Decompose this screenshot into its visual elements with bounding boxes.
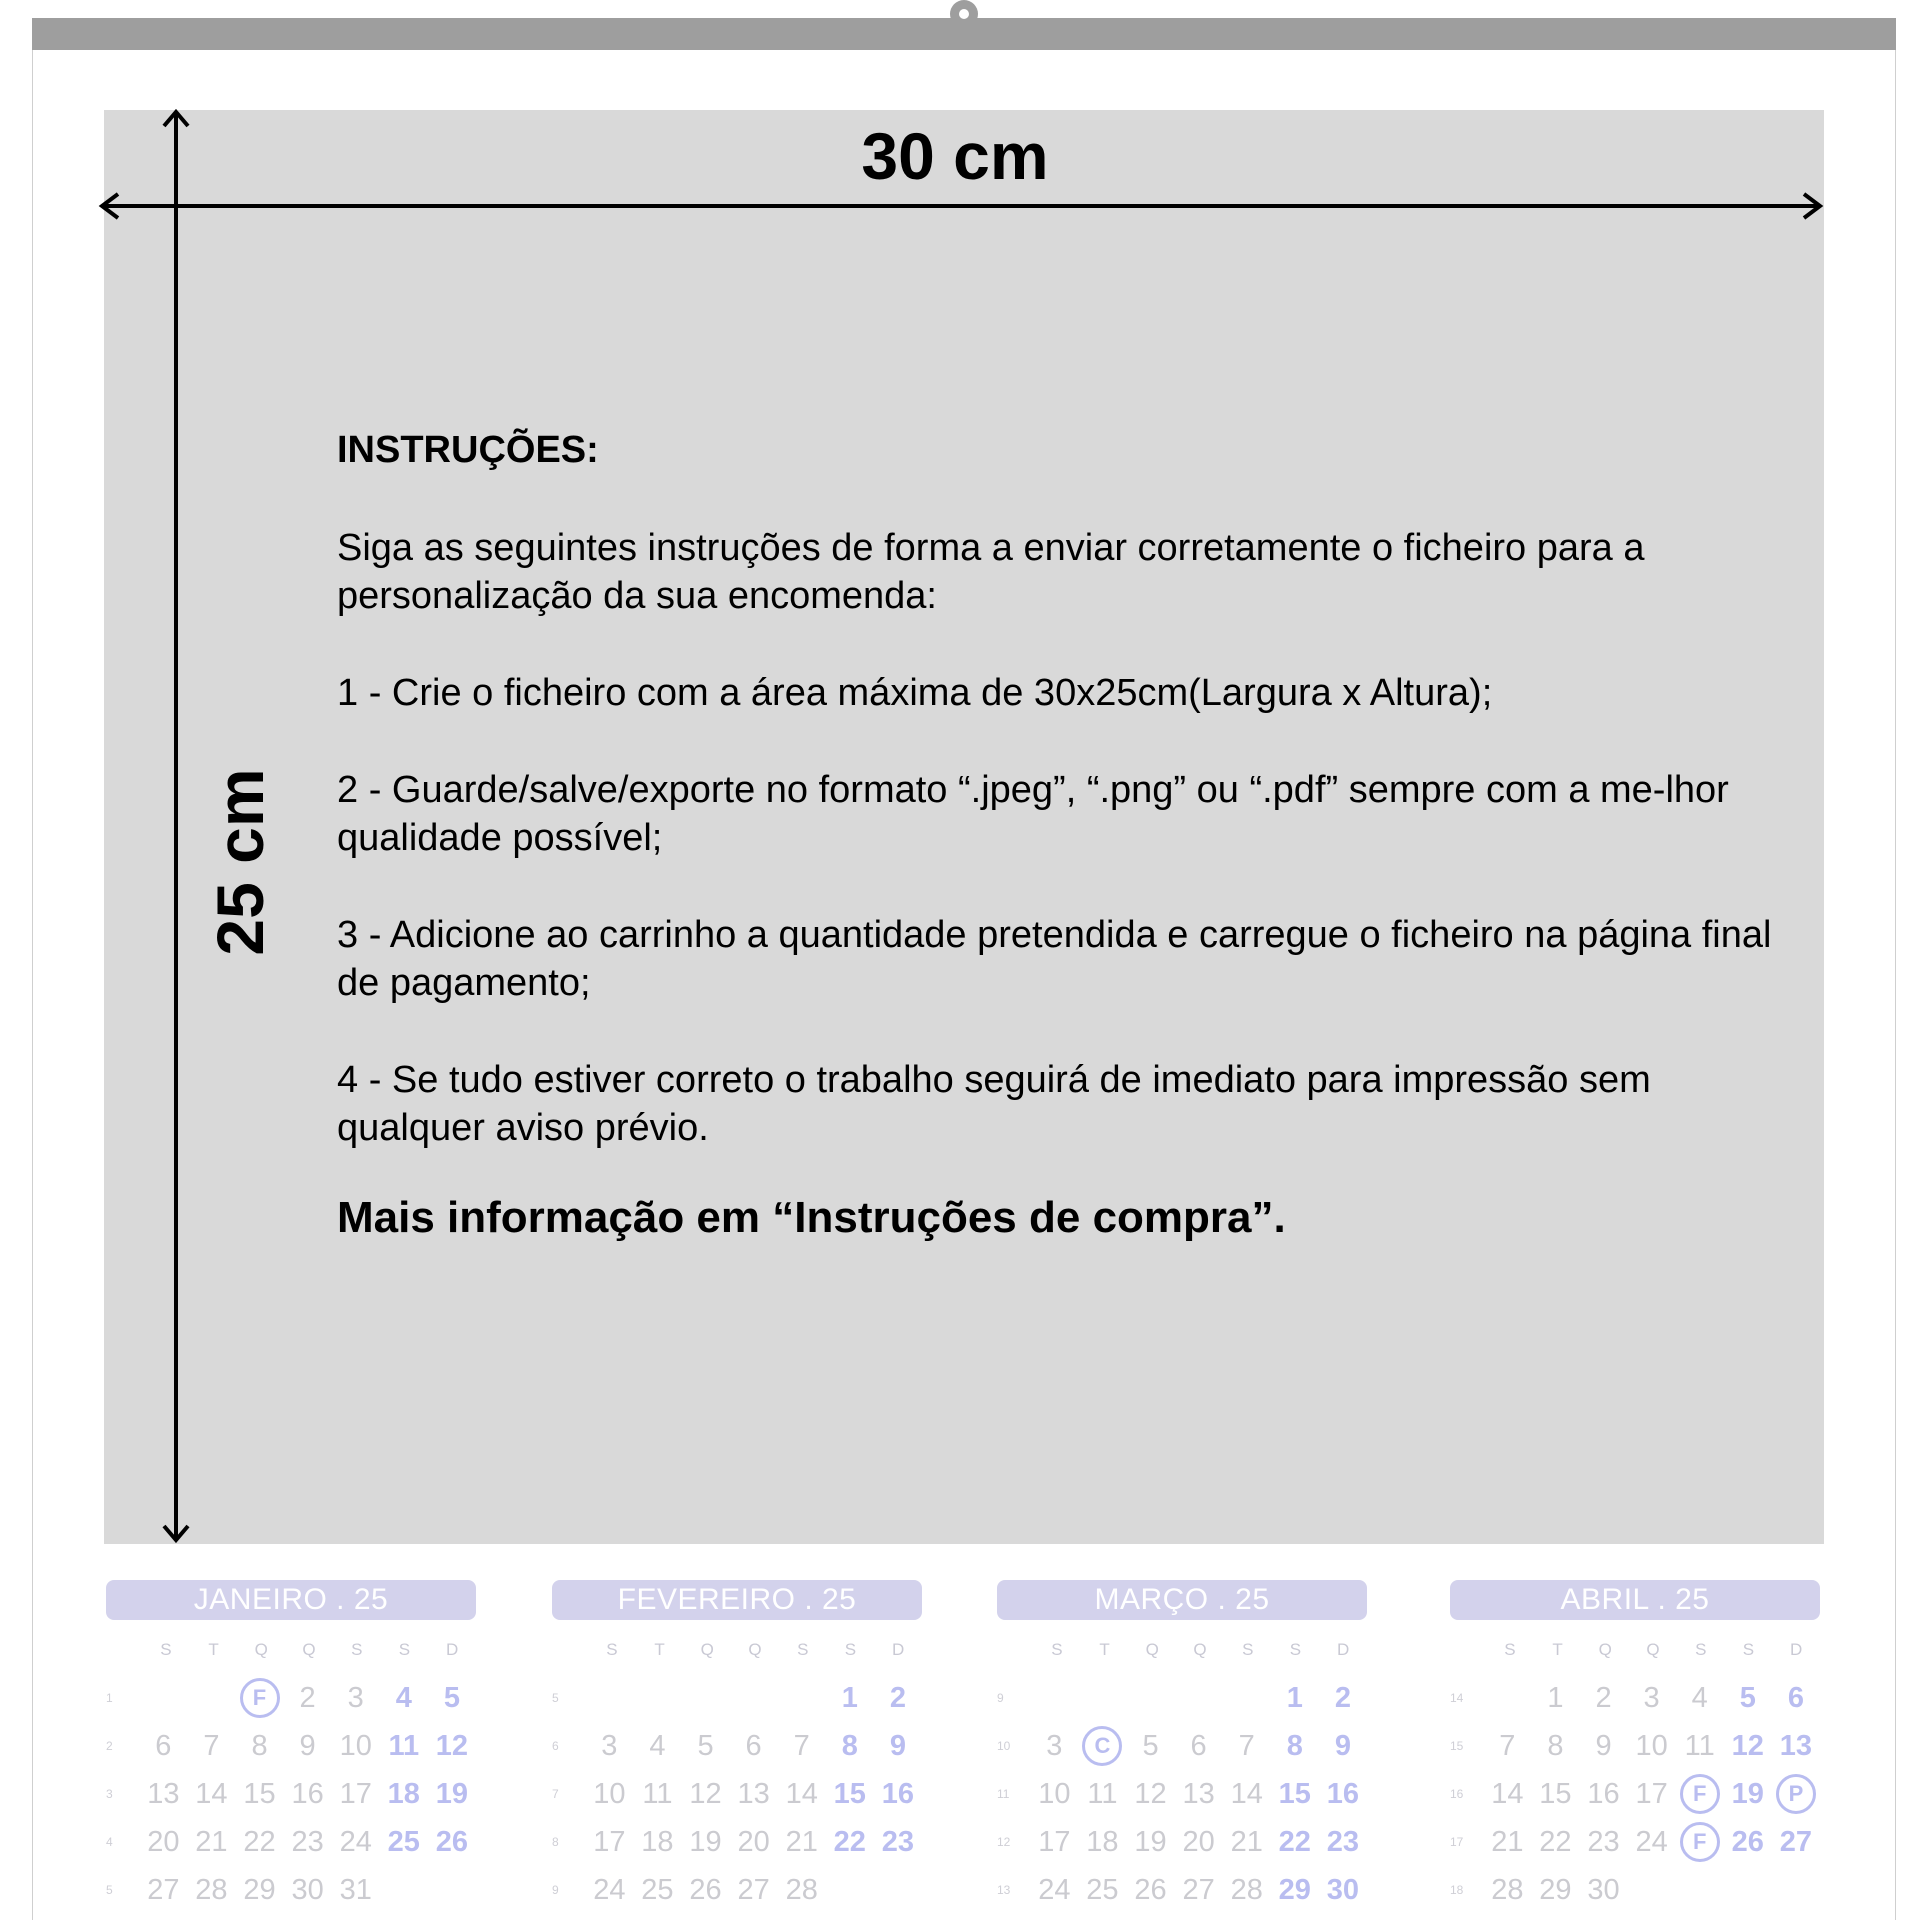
calendar-day: 7 [1238, 1729, 1255, 1762]
calendar-day: 14 [785, 1777, 818, 1810]
calendar-day: 27 [1779, 1825, 1813, 1858]
calendar-day: 10 [1635, 1729, 1668, 1762]
week-row [106, 1866, 476, 1914]
week-number: 13 [997, 1883, 1011, 1897]
calendar-day: 5 [697, 1729, 714, 1762]
calendar-day: 28 [785, 1873, 818, 1906]
week-number: 8 [552, 1835, 559, 1849]
week-row [1450, 1770, 1820, 1818]
calendar-day: 11 [1684, 1729, 1715, 1762]
weekday-label: S [797, 1640, 809, 1659]
week-number: 9 [552, 1883, 559, 1897]
calendar-day: 22 [1539, 1825, 1572, 1858]
weekday-label: S [844, 1640, 857, 1659]
calendar-day: 24 [339, 1825, 372, 1858]
calendar-day: 16 [1326, 1777, 1360, 1810]
week-row [1450, 1674, 1820, 1722]
calendar-day: 27 [1182, 1873, 1215, 1906]
week-row [552, 1722, 922, 1770]
weekday-label: S [606, 1640, 618, 1659]
calendar-day: 29 [1539, 1873, 1572, 1906]
calendar-day: 8 [251, 1729, 268, 1762]
calendar-day: 15 [833, 1777, 866, 1810]
week-number: 14 [1450, 1691, 1464, 1705]
calendar-day: 19 [1134, 1825, 1167, 1858]
calendar-day: 9 [889, 1729, 906, 1762]
calendar-day: 13 [1182, 1777, 1215, 1810]
calendar-day: 4 [395, 1681, 412, 1714]
instruction-step-1: 1 - Crie o ficheiro com a área máxima de 30x25cm(Largura x Altura); [337, 671, 1493, 714]
weekday-label: Q [1193, 1640, 1207, 1659]
calendar-day: 12 [435, 1729, 469, 1762]
weekday-label: S [1242, 1640, 1254, 1659]
calendar-day: 8 [1547, 1729, 1564, 1762]
weekday-label: S [160, 1640, 172, 1659]
weekday-label: D [892, 1640, 905, 1659]
calendar-day: 2 [889, 1681, 906, 1714]
holiday-marker: F [1676, 1774, 1724, 1814]
calendar-day: 21 [1230, 1825, 1263, 1858]
week-row [997, 1866, 1367, 1914]
calendar-day: 10 [339, 1729, 372, 1762]
calendar-day: 7 [203, 1729, 220, 1762]
weekday-label: Q [1646, 1640, 1660, 1659]
calendar-day: 29 [1278, 1873, 1311, 1906]
weekday-row [552, 1640, 922, 1662]
week-row [106, 1818, 476, 1866]
calendar-day: 14 [1230, 1777, 1263, 1810]
calendar-day: 19 [1731, 1777, 1764, 1810]
calendar-day: 13 [737, 1777, 770, 1810]
calendar-day: 8 [841, 1729, 858, 1762]
holiday-marker: F [1676, 1822, 1724, 1862]
weekday-label: T [1099, 1640, 1110, 1659]
week-number: 18 [1450, 1883, 1464, 1897]
calendar-day: 24 [1635, 1825, 1668, 1858]
more-info-text: Mais informação em “Instruções de compra”. [337, 1192, 1286, 1242]
weekday-row [1450, 1640, 1820, 1662]
instruction-step-3: 3 - Adicione ao carrinho a quantidade pretendida e carregue o ficheiro na página final de pagamento; [337, 913, 1772, 1004]
calendar-day: 23 [1326, 1825, 1360, 1858]
week-number: 11 [997, 1787, 1010, 1801]
week-row [552, 1818, 922, 1866]
weekday-row [106, 1640, 476, 1662]
weekday-label: Q [254, 1640, 268, 1659]
calendar-day: 29 [243, 1873, 276, 1906]
weekday-label: S [1742, 1640, 1755, 1659]
holiday-marker: F [235, 1678, 283, 1718]
calendar-day: 14 [195, 1777, 228, 1810]
calendar-day: 30 [1587, 1873, 1620, 1906]
calendar-day: 6 [1787, 1681, 1804, 1714]
calendar-day: 23 [881, 1825, 915, 1858]
calendar-day: 20 [147, 1825, 180, 1858]
week-row [1450, 1866, 1820, 1914]
calendar-day: 11 [388, 1729, 420, 1762]
calendar-day: 17 [339, 1777, 372, 1810]
calendar-day: 3 [1643, 1681, 1660, 1714]
instructions-block [337, 428, 1787, 1244]
weekday-label: T [1552, 1640, 1563, 1659]
calendar-day: 18 [641, 1825, 674, 1858]
calendar-day: 17 [1038, 1825, 1071, 1858]
calendar-day: 22 [243, 1825, 276, 1858]
calendar-day: 26 [1731, 1825, 1764, 1858]
calendar-day: 28 [1491, 1873, 1524, 1906]
calendar-day: 2 [1595, 1681, 1612, 1714]
calendar-month [106, 1580, 476, 1914]
calendar-day: 8 [1286, 1729, 1303, 1762]
week-row [997, 1674, 1367, 1722]
calendar-day: 9 [299, 1729, 316, 1762]
calendar-day: 21 [195, 1825, 228, 1858]
calendar-day: 1 [841, 1681, 858, 1714]
week-row [106, 1722, 476, 1770]
holiday-marker: P [1772, 1774, 1820, 1814]
calendar-day: 23 [1587, 1825, 1620, 1858]
calendar-day: 16 [1587, 1777, 1620, 1810]
calendar-day: 12 [1134, 1777, 1167, 1810]
weekday-label: S [1695, 1640, 1707, 1659]
calendar-day: 6 [745, 1729, 762, 1762]
month-header: JANEIRO . 25 [106, 1580, 476, 1620]
calendar-day: 25 [1086, 1873, 1119, 1906]
calendar-month [997, 1580, 1367, 1914]
calendar-day: 10 [593, 1777, 626, 1810]
calendar-day: 2 [299, 1681, 316, 1714]
weekday-label: S [1504, 1640, 1516, 1659]
calendar-day: 15 [243, 1777, 276, 1810]
week-number: 3 [106, 1787, 113, 1801]
calendar-day: 9 [1334, 1729, 1351, 1762]
weekday-label: T [208, 1640, 219, 1659]
calendar-day: 26 [435, 1825, 469, 1858]
weekday-label: S [1289, 1640, 1302, 1659]
instruction-step-4: 4 - Se tudo estiver correto o trabalho seguirá de imediato para impressão sem qualquer aviso prévio. [337, 1058, 1651, 1149]
instructions-title: INSTRUÇÕES: [337, 429, 599, 471]
calendar-day: 10 [1038, 1777, 1071, 1810]
weekday-label: Q [302, 1640, 316, 1659]
week-number: 16 [1450, 1787, 1464, 1801]
calendar-day: 9 [1595, 1729, 1612, 1762]
week-row [1450, 1722, 1820, 1770]
calendar-day: 22 [1278, 1825, 1311, 1858]
week-number: 1 [106, 1691, 113, 1705]
calendar-day: 27 [737, 1873, 770, 1906]
calendar-day: 28 [1230, 1873, 1263, 1906]
calendar-day: 15 [1278, 1777, 1311, 1810]
weekday-label: T [654, 1640, 665, 1659]
weekday-label: Q [748, 1640, 762, 1659]
week-row [552, 1770, 922, 1818]
calendar-day: 20 [1182, 1825, 1215, 1858]
calendar-day: 6 [1190, 1729, 1207, 1762]
calendar-day: 30 [291, 1873, 324, 1906]
week-row [997, 1722, 1367, 1770]
calendar-day: 18 [1086, 1825, 1119, 1858]
instruction-step-2: 2 - Guarde/salve/exporte no formato “.jpeg”, “.png” ou “.pdf” sempre com a me-lhor qualidade possível; [337, 768, 1729, 859]
weekday-label: D [446, 1640, 459, 1659]
instructions-intro: Siga as seguintes instruções de forma a enviar corretamente o ficheiro para a personalização da sua encomenda: [337, 526, 1645, 617]
calendar-day: 1 [1286, 1681, 1303, 1714]
week-number: 6 [552, 1739, 559, 1753]
calendar-day: 17 [593, 1825, 626, 1858]
calendar-day: 18 [387, 1777, 420, 1810]
calendar-month [552, 1580, 922, 1914]
calendar-day: 5 [443, 1681, 460, 1714]
week-number: 5 [552, 1691, 559, 1705]
hanger-ring-icon [950, 0, 978, 28]
calendar-day: 24 [1038, 1873, 1071, 1906]
week-number: 10 [997, 1739, 1011, 1753]
week-row [997, 1770, 1367, 1818]
weekday-label: Q [700, 1640, 714, 1659]
calendar-day: 12 [689, 1777, 722, 1810]
calendar-day: 22 [833, 1825, 866, 1858]
week-number: 7 [552, 1787, 559, 1801]
calendar-day: 24 [593, 1873, 626, 1906]
calendar-day: 15 [1539, 1777, 1572, 1810]
calendar-day: 3 [601, 1729, 618, 1762]
week-row [997, 1818, 1367, 1866]
weekday-row [997, 1640, 1367, 1662]
calendar-day: 13 [1779, 1729, 1813, 1762]
week-number: 5 [106, 1883, 113, 1897]
calendar-day: 19 [689, 1825, 722, 1858]
calendar-day: 3 [347, 1681, 364, 1714]
week-row [106, 1770, 476, 1818]
calendar-day: 20 [737, 1825, 770, 1858]
calendar-day: 2 [1334, 1681, 1351, 1714]
calendar-day: 16 [881, 1777, 915, 1810]
calendar-day: 7 [1499, 1729, 1516, 1762]
calendar-day: 21 [1491, 1825, 1524, 1858]
calendar-day: 7 [793, 1729, 810, 1762]
week-row [552, 1674, 922, 1722]
calendar-day: 28 [195, 1873, 228, 1906]
calendar-day: 25 [641, 1873, 674, 1906]
calendar-month [1450, 1580, 1820, 1914]
week-row [552, 1866, 922, 1914]
week-number: 9 [997, 1691, 1004, 1705]
weekday-label: Q [1145, 1640, 1159, 1659]
month-header: ABRIL . 25 [1450, 1580, 1820, 1620]
week-row [1450, 1818, 1820, 1866]
calendar-day: 6 [155, 1729, 172, 1762]
calendar-day: 27 [147, 1873, 180, 1906]
calendar-day: 26 [1134, 1873, 1167, 1906]
calendar-day: 26 [689, 1873, 722, 1906]
calendar-day: 25 [387, 1825, 420, 1858]
holiday-marker: C [1078, 1726, 1126, 1766]
month-header: MARÇO . 25 [997, 1580, 1367, 1620]
calendar-day: 3 [1046, 1729, 1063, 1762]
calendar-day: 4 [1691, 1681, 1708, 1714]
weekday-label: S [398, 1640, 411, 1659]
month-header: FEVEREIRO . 25 [552, 1580, 922, 1620]
calendar-day: 17 [1635, 1777, 1668, 1810]
calendar-day: 23 [291, 1825, 324, 1858]
calendar-day: 1 [1547, 1681, 1564, 1714]
sheet-edge-left [32, 50, 33, 1920]
calendar-day: 11 [1087, 1777, 1118, 1810]
weekday-label: D [1790, 1640, 1803, 1659]
week-number: 4 [106, 1835, 113, 1849]
calendar-day: 16 [291, 1777, 324, 1810]
sheet-edge-right [1895, 50, 1896, 1920]
week-number: 17 [1450, 1835, 1464, 1849]
calendar-day: 11 [642, 1777, 673, 1810]
calendar-day: 14 [1491, 1777, 1524, 1810]
calendar-day: 21 [785, 1825, 818, 1858]
week-number: 15 [1450, 1739, 1464, 1753]
weekday-label: D [1337, 1640, 1350, 1659]
height-dimension-label: 25 cm [203, 768, 277, 956]
calendar-day: 19 [435, 1777, 469, 1810]
weekday-label: Q [1598, 1640, 1612, 1659]
calendar-day: 4 [649, 1729, 666, 1762]
width-dimension-label: 30 cm [861, 119, 1049, 193]
calendar-day: 31 [339, 1873, 372, 1906]
calendar-day: 5 [1739, 1681, 1756, 1714]
weekday-label: S [1051, 1640, 1063, 1659]
calendar-day: 5 [1142, 1729, 1159, 1762]
calendar-day: 13 [147, 1777, 180, 1810]
calendar-day: 12 [1731, 1729, 1764, 1762]
calendar-day: 30 [1326, 1873, 1360, 1906]
week-number: 2 [106, 1739, 113, 1753]
week-number: 12 [997, 1835, 1011, 1849]
weekday-label: S [351, 1640, 363, 1659]
week-row [106, 1674, 476, 1722]
